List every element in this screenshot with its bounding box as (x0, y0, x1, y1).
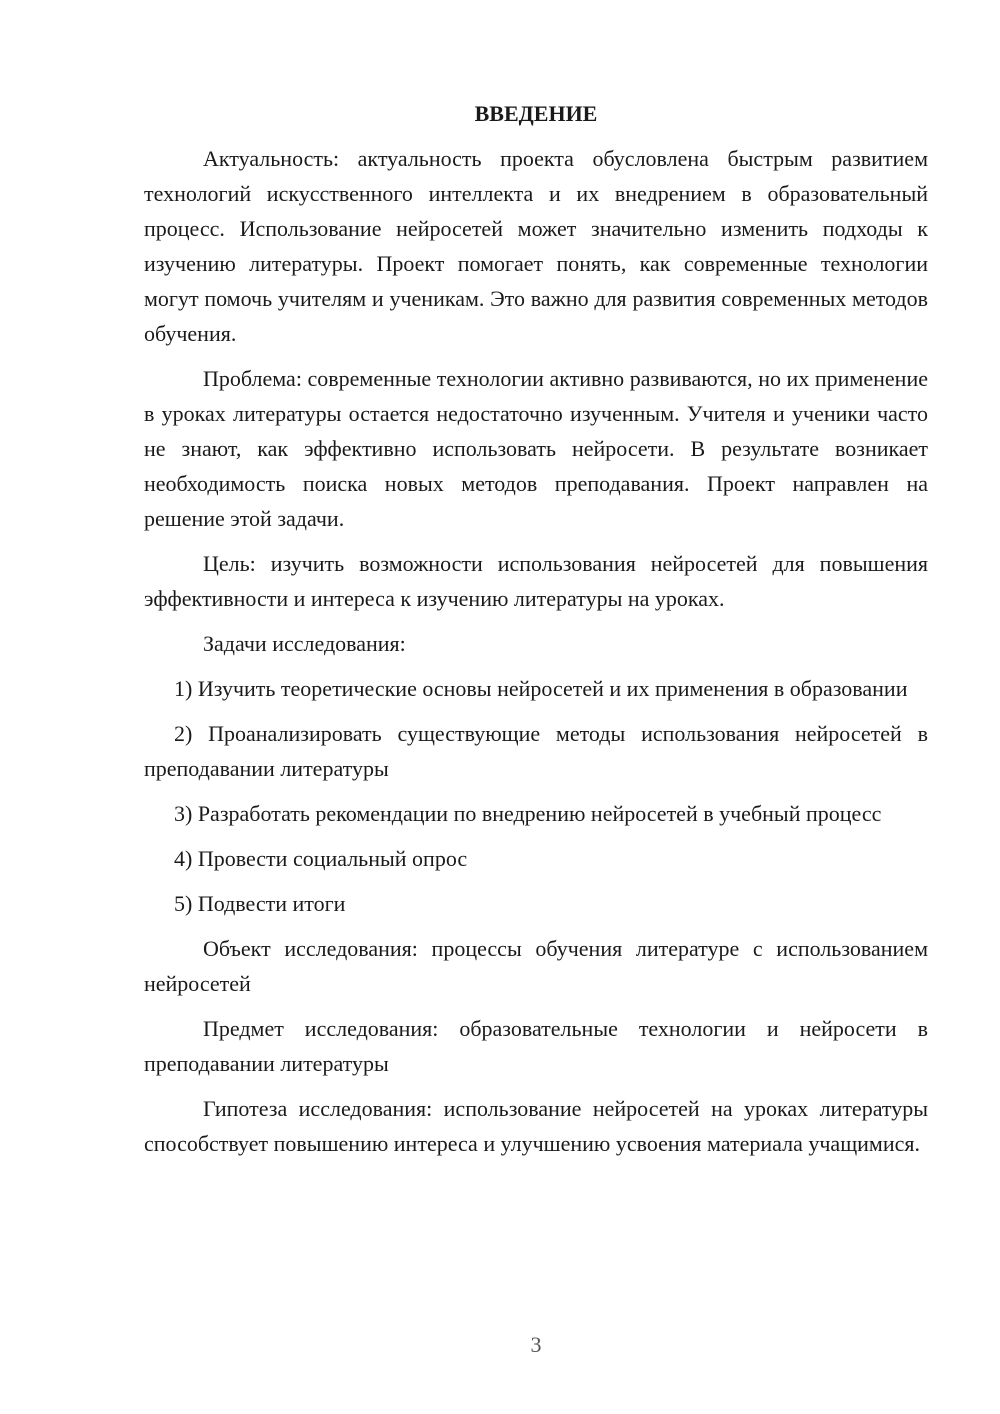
object-paragraph: Объект исследования: процессы обучения литературе с использованием нейросетей (144, 936, 928, 996)
hypothesis-paragraph: Гипотеза исследования: использование нейросетей на уроках литературы способствует повышению интереса и улучшению усвоения материала учащимися. (144, 1096, 928, 1156)
tasks-title: Задачи исследования: (203, 631, 406, 656)
subject-paragraph: Предмет исследования: образовательные технологии и нейросети в преподавании литературы (144, 1016, 928, 1076)
problem-paragraph: Проблема: современные технологии активно развиваются, но их применение в уроках литературы остается недостаточно изученным. Учителя и ученики часто не знают, как эффективно использовать нейросети. В результате возникает необходимость поиска новых методов преподавания. Проект направлен на решение этой задачи. (144, 366, 928, 531)
task-item-3: 3) Разработать рекомендации по внедрению нейросетей в учебный процесс (174, 801, 882, 826)
task-item-2: 2) Проанализировать существующие методы использования нейросетей в преподавании литературы (144, 721, 928, 781)
task-item-1: 1) Изучить теоретические основы нейросетей и их применения в образовании (174, 676, 908, 701)
page-number: 3 (530, 1332, 542, 1357)
page-content (144, 96, 928, 1171)
goal-paragraph: Цель: изучить возможности использования нейросетей для повышения эффективности и интереса к изучению литературы на уроках. (144, 551, 928, 611)
relevance-paragraph: Актуальность: актуальность проекта обусловлена быстрым развитием технологий искусственного интеллекта и их внедрением в образовательный процесс. Использование нейросетей может значительно изменить подходы к изучению литературы. Проект помогает понять, как современные технологии могут помочь учителям и ученикам. Это важно для развития современных методов обучения. (144, 146, 928, 346)
section-heading: ВВЕДЕНИЕ (474, 101, 598, 126)
task-item-5: 5) Подвести итоги (174, 891, 346, 916)
task-item-4: 4) Провести социальный опрос (174, 846, 468, 871)
